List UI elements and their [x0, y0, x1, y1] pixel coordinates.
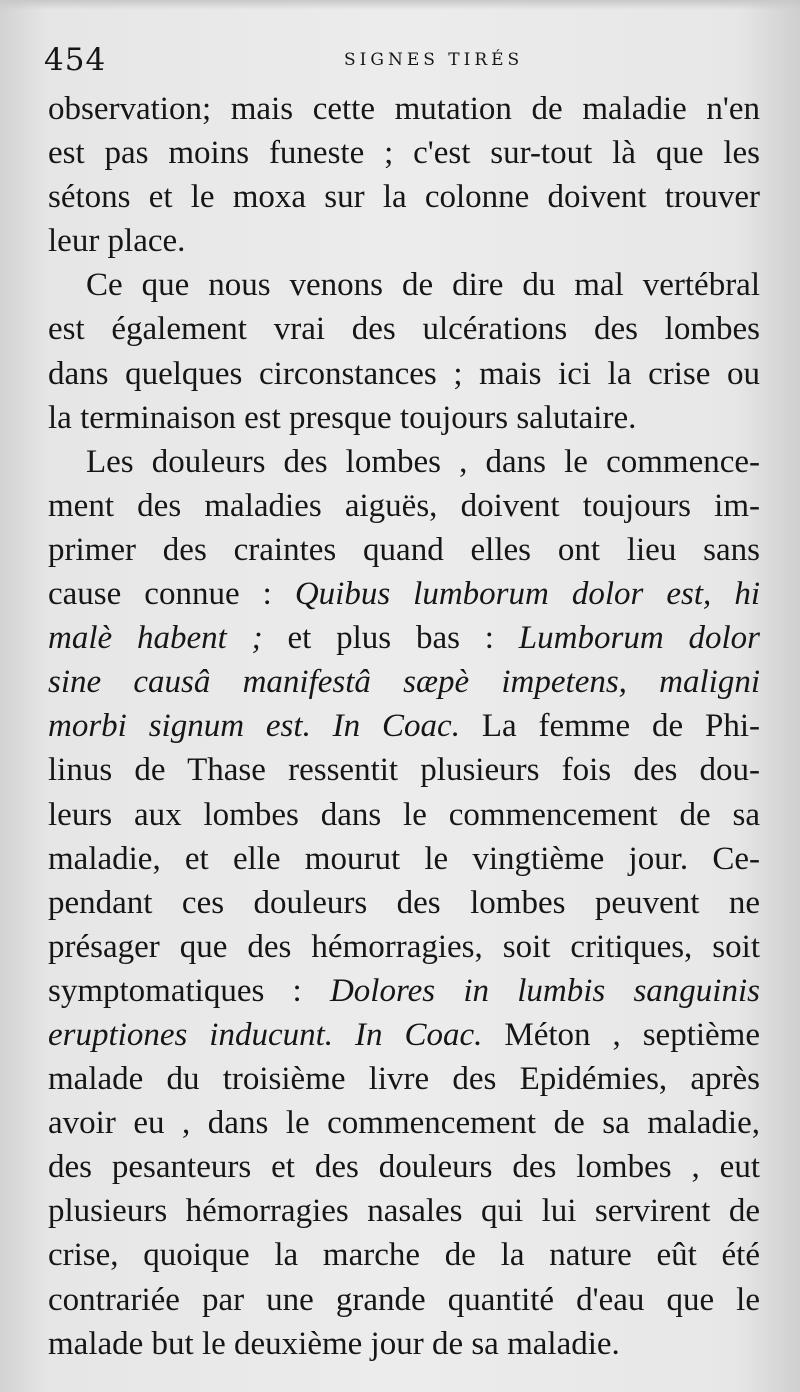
text-line: [48, 704, 760, 748]
text-segment: plusieurs hémorragies nasales qui lui servirent de: [48, 1193, 760, 1230]
page-header: [44, 42, 760, 82]
text-line: [48, 440, 760, 484]
text-line: [48, 1189, 760, 1233]
latin-quote: morbi signum est. In Coac.: [48, 708, 460, 745]
text-segment: est pas moins funeste ; c'est sur-tout là que les: [48, 135, 760, 172]
page-edge-shadow: [0, 0, 800, 10]
latin-quote: Lumborum dolor: [518, 620, 760, 657]
text-line: [48, 616, 760, 660]
text-line: [48, 881, 760, 925]
text-line: [48, 131, 760, 175]
text-line: [48, 837, 760, 881]
text-segment: est également vrai des ulcérations des lombes: [48, 311, 760, 348]
text-line: [48, 1278, 760, 1322]
text-segment: leur place.: [48, 223, 186, 260]
text-segment: crise, quoique la marche de la nature eût été: [48, 1237, 760, 1274]
text-line: [48, 748, 760, 792]
text-segment: la terminaison est presque toujours salutaire.: [48, 399, 637, 436]
text-line: [48, 1101, 760, 1145]
latin-quote: eruptiones inducunt. In Coac.: [48, 1016, 483, 1053]
text-line: [48, 263, 760, 307]
text-segment: avoir eu , dans le commencement de sa maladie,: [48, 1105, 760, 1142]
text-line: [48, 352, 760, 396]
text-segment: Méton , septième: [482, 1016, 760, 1053]
text-segment: Ce que nous venons de dire du mal vertébral: [86, 267, 760, 304]
text-segment: primer des craintes quand elles ont lieu sans: [48, 531, 760, 568]
latin-quote: Dolores in lumbis sanguinis: [329, 972, 760, 1009]
text-segment: La femme de Phi-: [459, 708, 760, 745]
text-segment: et plus bas :: [262, 620, 519, 657]
text-segment: symptomatiques :: [48, 972, 330, 1009]
text-segment: Les douleurs des lombes , dans le commence-: [86, 443, 760, 480]
text-line: [48, 660, 760, 704]
text-line: [48, 484, 760, 528]
text-segment: dans quelques circonstances ; mais ici la crise ou: [48, 355, 760, 392]
text-line: [48, 87, 760, 131]
text-line: [48, 307, 760, 351]
running-head: SIGNES TIRÉS: [344, 50, 524, 70]
text-line: [48, 528, 760, 572]
text-segment: pendant ces douleurs des lombes peuvent ne: [48, 884, 760, 921]
text-line: [48, 396, 760, 440]
text-segment: maladie, et elle mourut le vingtième jour. Ce-: [48, 840, 760, 877]
text-segment: contrariée par une grande quantité d'eau que le: [48, 1281, 760, 1318]
text-line: [48, 793, 760, 837]
text-line: [48, 969, 760, 1013]
text-line: [48, 1057, 760, 1101]
text-segment: linus de Thase ressentit plusieurs fois des dou-: [48, 752, 760, 789]
latin-quote: malè habent ;: [48, 620, 263, 657]
text-line: [48, 1233, 760, 1277]
text-line: [48, 1145, 760, 1189]
page-number: 454: [44, 42, 107, 78]
text-segment: leurs aux lombes dans le commencement de sa: [48, 796, 760, 833]
text-segment: malade du troisième livre des Epidémies, après: [48, 1061, 760, 1098]
text-segment: sétons et le moxa sur la colonne doivent trouver: [48, 179, 760, 216]
text-segment: ment des maladies aiguës, doivent toujours im-: [48, 487, 760, 524]
text-line: [48, 1322, 760, 1366]
text-segment: des pesanteurs et des douleurs des lombes , eut: [48, 1149, 760, 1186]
text-line: [48, 1013, 760, 1057]
text-segment: présager que des hémorragies, soit critiques, soit: [48, 928, 760, 965]
body-text: [48, 87, 760, 1366]
latin-quote: sine causâ manifestâ sæpè impetens, maligni: [48, 664, 760, 701]
text-line: [48, 925, 760, 969]
text-segment: observation; mais cette mutation de maladie n'en: [48, 91, 760, 127]
text-segment: malade but le deuxième jour de sa maladie.: [48, 1325, 620, 1362]
text-line: [48, 572, 760, 616]
latin-quote: Quibus lumborum dolor est, hi: [294, 576, 760, 613]
text-line: [48, 219, 760, 263]
text-segment: cause connue :: [48, 576, 295, 613]
text-line: [48, 175, 760, 219]
